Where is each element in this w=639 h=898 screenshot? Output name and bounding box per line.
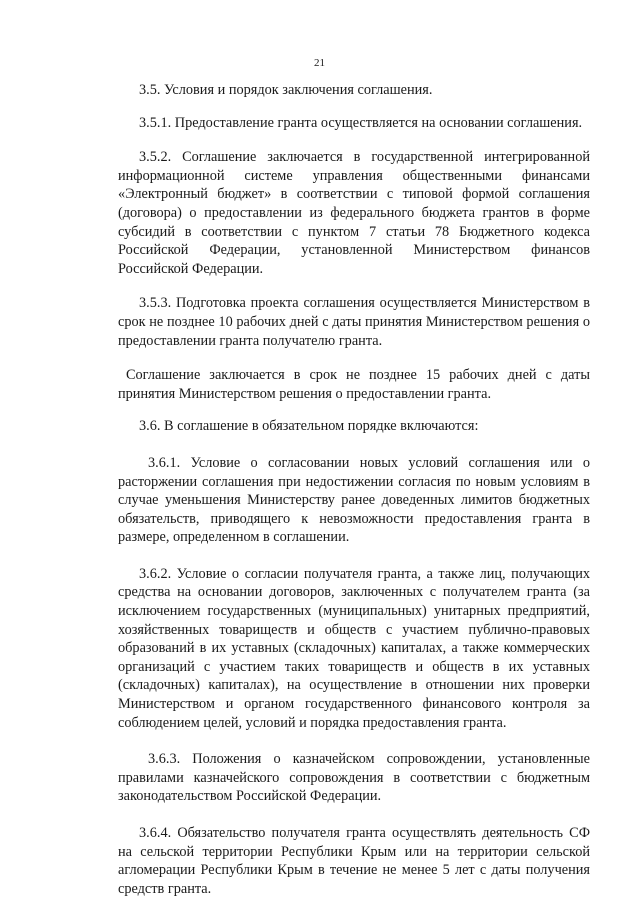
document-body (118, 81, 590, 898)
paragraph-agreement-term: Соглашение заключается в срок не позднее 15 рабочих дней с даты принятия Министерством решения о предоставлении гранта. (118, 367, 590, 402)
paragraph-3-6-2: 3.6.2. Условие о согласии получателя гранта, а также лиц, получающих средства на основании договоров, заключенных с получателем гранта (за исключением государственных (муниципальных) унитарных предприятий, хозяйственных товариществ и обществ с участием публично-правовых образований в их уставных (складочных) капиталах, а также коммерческих организаций с участием таких товариществ и обществ в их уставных (складочных) капиталах), на осуществление в отношении них проверки Министерством и органом государственного финансового контроля за соблюдением целей, условий и порядка предоставления гранта. (118, 565, 590, 731)
paragraph-3-6-1: 3.6.1. Условие о согласовании новых условий соглашения или о расторжении соглашения при недостижении согласия по новым условиям в случае уменьшения Министерству ранее доведенных лимитов бюджетных обязательств, приводящего к невозможности предоставления гранта в размере, определенном в соглашении. (118, 454, 590, 546)
paragraph-3-5: 3.5. Условия и порядок заключения соглашения. (139, 82, 433, 98)
page-number: 21 (314, 57, 325, 69)
paragraph-3-6-3: 3.6.3. Положения о казначейском сопровождении, установленные правилами казначейского сопровождения в соответствии с бюджетным законодательством Российской Федерации. (118, 751, 590, 805)
paragraph-3-5-3: 3.5.3. Подготовка проекта соглашения осуществляется Министерством в срок не позднее 10 рабочих дней с даты принятия Министерством решения о предоставлении гранта получателю гранта. (118, 295, 590, 349)
paragraph-3-6-4: 3.6.4. Обязательство получателя гранта осуществлять деятельность СФ на сельской территории Республики Крым или на территории сельской агломерации Республики Крым в течение не менее 5 лет с даты получения средств гранта. (118, 825, 590, 897)
paragraph-3-5-2: 3.5.2. Соглашение заключается в государственной интегрированной информационной системе управления общественными финансами «Электронный бюджет» в соответствии с типовой формой соглашения (договора) о предоставлении из федерального бюджета грантов в форме субсидий в соответствии с пунктом 7 статьи 78 Бюджетного кодекса Российской Федерации, установленной Министерством финансов Российской Федерации. (118, 149, 590, 277)
paragraph-3-6: 3.6. В соглашение в обязательном порядке включаются: (139, 418, 479, 435)
paragraph-3-5-1: 3.5.1. Предоставление гранта осуществляется на основании соглашения. (139, 114, 583, 131)
